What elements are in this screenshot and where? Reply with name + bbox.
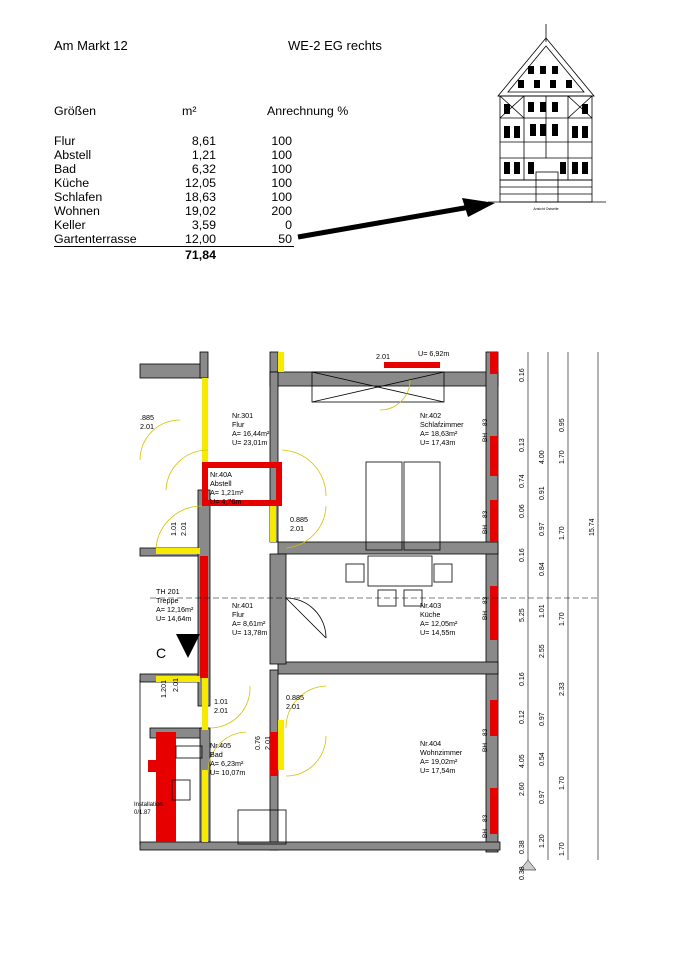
room-label-nr405-a: A= 6,23m² [210,759,244,768]
dim-col2: 0.97 [539,790,546,804]
room-label-nr403-nr: Nr.403 [420,601,442,610]
row-m2: 19,02 [184,204,216,218]
door-label-d076_h: 2.01 [263,736,272,750]
room-label-nr401-nr: Nr.401 [232,601,254,610]
dim-col1: 5.25 [519,608,526,622]
bh-value-low2: 83 [482,814,489,822]
dim-col2: 0.84 [539,562,546,576]
row-pct: 100 [271,190,292,204]
dim-col2: 1.01 [539,604,546,618]
dim-col2: 4.00 [539,450,546,464]
row-pct: 100 [271,162,292,176]
door-label-d201_h: 2.01 [171,678,180,692]
row-m2: 12,00 [184,232,216,246]
row-m2: 12,05 [184,176,216,190]
room-label-th201-nr: TH 201 [156,587,180,596]
row-pct: 50 [278,232,292,246]
door-label-d885b_h: 2.01 [290,524,304,533]
bh-value-low1: 83 [482,728,489,736]
dim-total: 15.74 [589,518,596,536]
row-name: Schlafen [54,190,103,204]
row-pct: 100 [271,148,292,162]
door-label-d885c: 0.885 [286,693,304,702]
room-label-th201-a: A= 12,16m² [156,605,194,614]
dim-col3: 2.33 [559,682,566,696]
row-pct: 0 [285,218,292,232]
side-note-value: 0/1.87 [134,810,151,816]
dim-col1: 0.16 [519,548,526,562]
address-text: Am Markt 12 [54,38,128,53]
dim-col1: 0.38 [519,840,526,854]
room-label-nr402-name: Schlafzimmer [420,420,464,429]
col-pct-header: Anrechnung % [267,104,349,118]
room-label-nr402-a: A= 18,63m² [420,429,458,438]
row-m2: 18,63 [184,190,216,204]
room-label-nr401-a: A= 8,61m² [232,619,266,628]
dim-col3: 1.70 [559,842,566,856]
room-label-th201-u: U= 14,64m [156,614,192,623]
row-name: Bad [54,162,77,176]
dim-col2: 0.97 [539,712,546,726]
side-note-installation: Installation [134,802,163,808]
row-pct: 200 [271,204,292,218]
col-name-header: Größen [54,104,97,118]
room-label-th201-name: Treppe [156,596,179,605]
room-label-nr401-name: Flur [232,610,245,619]
door-label-d101b_h: 2.01 [214,706,228,715]
dim-col2: 1.20 [539,834,546,848]
row-pct: 100 [271,176,292,190]
row-m2: 1,21 [191,148,216,162]
row-m2: 8,61 [191,134,216,148]
door-label-d885c_h: 2.01 [286,702,300,711]
bh-label-top: BH [482,432,489,442]
room-label-nr40a-name: Abstell [210,479,232,488]
room-label-nr401-u: U= 13,78m [232,628,268,637]
room-label-nr40a-a: A= 1,21m² [210,488,244,497]
room-label-nr301-nr: Nr.301 [232,411,254,420]
room-label-nr301-u: U= 23,01m [232,438,268,447]
room-label-nr403-name: Küche [420,610,441,619]
dim-col1: 0.16 [519,368,526,382]
row-name: Gartenterrasse [54,232,137,246]
dim-col3: 0.95 [559,418,566,432]
door-label-d101a: 1.01 [169,522,178,536]
dim-col2: 0.54 [539,752,546,766]
dim-col2: 2.55 [539,644,546,658]
door-label-d885b: 0.885 [290,515,308,524]
dim-col1: 0.13 [519,438,526,452]
room-label-nr404-u: U= 17,54m [420,766,456,775]
bh-value-top: 83 [482,418,489,426]
row-name: Wohnen [54,204,100,218]
room-label-nr404-nr: Nr.404 [420,739,442,748]
door-label-d201: 1.201 [159,680,168,698]
room-label-nr301-name: Flur [232,420,245,429]
room-label-nr40a-nr: Nr.40A [210,470,232,479]
total-area: 71,84 [184,248,216,262]
row-pct: 100 [271,134,292,148]
door-label-d885a_h: 2.01 [140,422,154,431]
room-label-nr402-nr: Nr.402 [420,411,442,420]
room-label-nr405-name: Bad [210,750,223,759]
bh-value-mid2: 83 [482,596,489,604]
room-label-nr405-u: U= 10,07m [210,768,246,777]
bh-label-low2: BH [482,828,489,838]
room-label-nr40a-u: U= 4,76m [210,497,242,506]
facade-caption: Ansicht Ostseite [533,207,559,211]
col-m2-header: m² [182,104,197,118]
dim-col3: 1.70 [559,450,566,464]
row-m2: 3,59 [191,218,216,232]
stair-arrow-icon [176,634,200,658]
row-m2: 6,32 [191,162,216,176]
room-label-nr301-a: A= 16,44m² [232,429,270,438]
door-label-d101a_h: 2.01 [179,522,188,536]
bh-label-low1: BH [482,742,489,752]
dim-col3: 1.70 [559,776,566,790]
room-label-nr402-u: U= 17,43m [420,438,456,447]
row-name: Keller [54,218,86,232]
bh-label-mid2: BH [482,610,489,620]
top-perimeter-label: U= 6,92m [418,349,450,358]
row-name: Abstell [54,148,92,162]
dim-col1: 0.06 [519,504,526,518]
room-label-nr404-name: Wohnzimmer [420,748,463,757]
dim-col3: 1.70 [559,526,566,540]
dim-col2: 0.97 [539,522,546,536]
top-door-label: 2.01 [376,352,390,361]
bh-value-mid1: 83 [482,510,489,518]
room-label-nr403-u: U= 14,55m [420,628,456,637]
dim-col3: 1.70 [559,612,566,626]
door-label-d101b: 1.01 [214,697,228,706]
room-label-nr405-nr: Nr.405 [210,741,232,750]
stair-mark: C [156,645,167,661]
unit-title: WE-2 EG rechts [288,38,382,53]
dim-col1: 2.60 [519,782,526,796]
dim-col1: 0.74 [519,474,526,488]
door-label-d076: 0.76 [253,736,262,750]
bh-label-mid1: BH [482,524,489,534]
room-label-nr403-a: A= 12,05m² [420,619,458,628]
dim-col1: 4.05 [519,754,526,768]
floor-plan [0,340,684,900]
dim-col1: 0.38 [519,866,526,880]
dim-col2: 0.91 [539,486,546,500]
row-name: Küche [54,176,90,190]
facade-drawing [488,22,608,217]
door-label-d885a: .885 [140,413,154,422]
dim-col1: 0.16 [519,672,526,686]
dim-col1: 0.12 [519,710,526,724]
room-label-nr404-a: A= 19,02m² [420,757,458,766]
row-name: Flur [54,134,76,148]
